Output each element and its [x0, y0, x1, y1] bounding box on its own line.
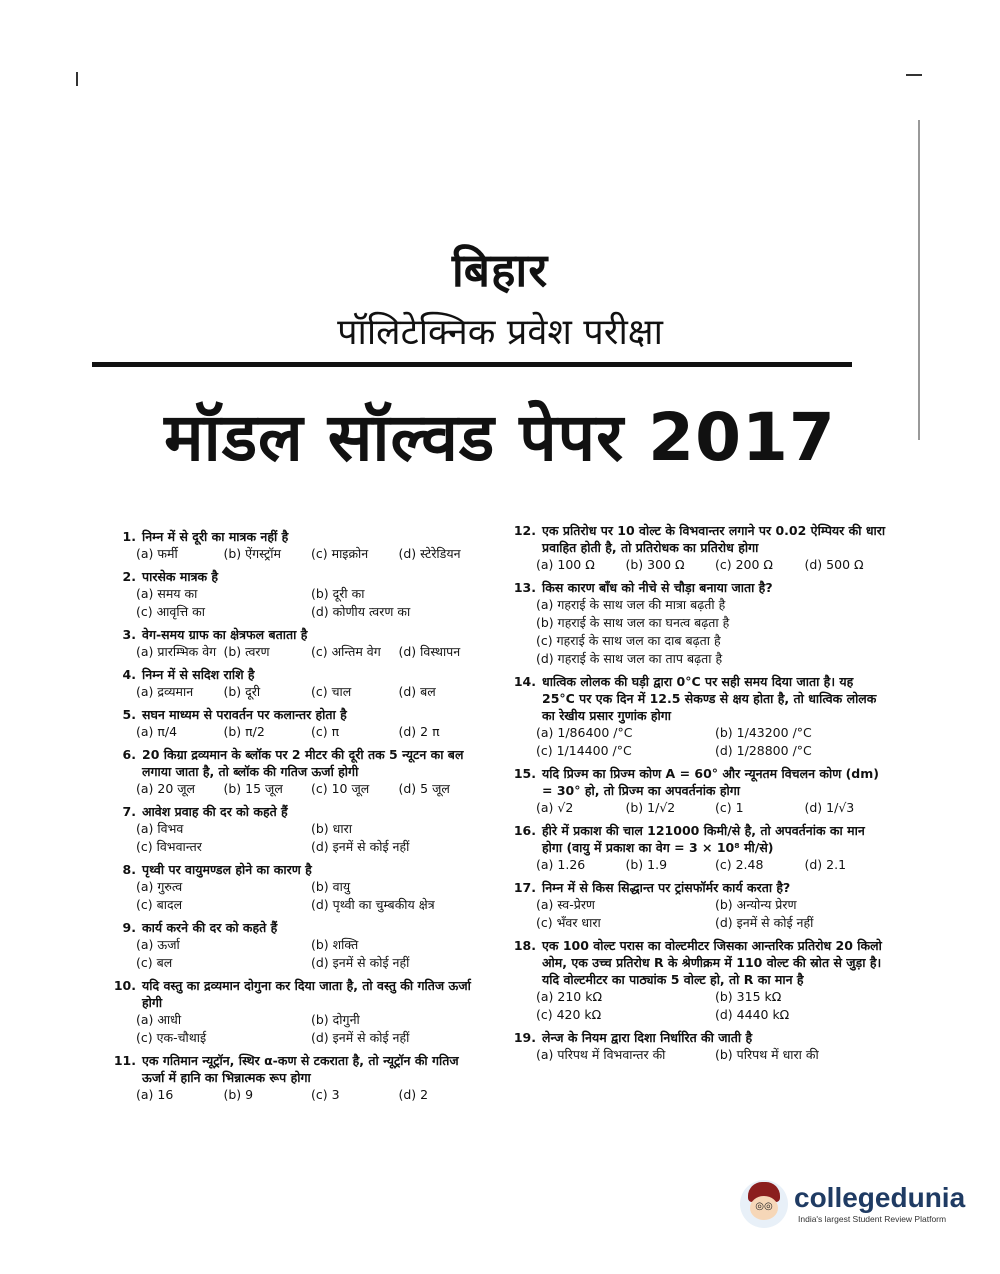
answer-option: (b) अन्योन्य प्रेरण — [715, 897, 797, 912]
answer-option: (d) 4440 kΩ — [715, 1007, 790, 1022]
answer-option: (c) चाल — [311, 684, 352, 699]
answer-option: (a) 20 जूल — [136, 781, 196, 796]
answer-option: (a) प्रारम्भिक वेग — [136, 644, 217, 659]
answer-option: (c) विभवान्तर — [136, 839, 202, 854]
answer-option: (b) दूरी का — [311, 586, 365, 601]
answer-option: (d) 1/√3 — [804, 800, 855, 815]
answer-option: (c) भँवर धारा — [536, 915, 601, 930]
answer-option: (b) 300 Ω — [625, 557, 685, 572]
question-text: एक प्रतिरोध पर 10 वोल्ट के विभवान्तर लगाने पर 0.02 ऐम्पियर की धारा प्रवाहित होती है, तो प्रतिरोधक का प्रतिरोध होगा — [542, 523, 886, 555]
question-item — [108, 803, 480, 855]
question-number: 19. — [513, 1030, 536, 1045]
question-text: यदि वस्तु का द्रव्यमान दोगुना कर दिया जाता है, तो वस्तु की गतिज ऊर्जा होगी — [142, 978, 471, 1010]
question-item — [108, 977, 480, 1046]
answer-option: (b) त्वरण — [223, 644, 270, 659]
question-text: कार्य करने की दर को कहते हैं — [142, 920, 278, 935]
question-number: 8. — [122, 862, 136, 877]
question-item — [108, 746, 480, 797]
answer-option: (b) 1.9 — [625, 857, 668, 872]
answer-option: (a) π/4 — [136, 724, 178, 739]
title-paper: मॉडल सॉल्वड पेपर 2017 — [164, 399, 836, 476]
answer-option: (b) दूरी — [223, 684, 261, 699]
answer-option: (d) 2 π — [398, 724, 440, 739]
question-text: यदि प्रिज्म का प्रिज्म कोण A = 60° और न्यूनतम विचलन कोण (dm) = 30° हो, तो प्रिज्म का अपवर्तनांक होगा — [542, 766, 879, 798]
answer-option: (a) 16 — [136, 1087, 174, 1102]
option-list — [108, 545, 480, 562]
question-item — [108, 1052, 480, 1103]
answer-option: (b) ऐंगस्ट्रॉम — [223, 546, 281, 561]
title-state: बिहार — [451, 243, 549, 297]
question-text: निम्न में से सदिश राशि है — [142, 667, 255, 682]
question-item — [108, 706, 480, 740]
question-text: 20 किग्रा द्रव्यमान के ब्लॉक पर 2 मीटर की दूरी तक 5 न्यूटन का बल लगाया जाता है, तो ब्लॉक की गतिज ऊर्जा होगी — [142, 747, 464, 779]
logo-tagline: India's largest Student Review Platform — [798, 1214, 947, 1224]
option-list — [108, 936, 480, 971]
question-item — [508, 673, 888, 759]
answer-option: (a) आधी — [136, 1012, 182, 1027]
answer-option: (a) विभव — [136, 821, 184, 836]
answer-option: (b) धारा — [311, 821, 352, 836]
answer-option: (a) ऊर्जा — [136, 937, 180, 952]
question-item — [108, 528, 480, 562]
answer-option: (a) √2 — [536, 800, 574, 815]
question-text: किस कारण बाँध को नीचे से चौड़ा बनाया जाता है? — [542, 580, 773, 595]
answer-option: (d) बल — [398, 684, 436, 699]
question-item — [108, 919, 480, 971]
option-list — [108, 878, 480, 913]
answer-option: (d) इनमें से कोई नहीं — [311, 955, 410, 970]
answer-option: (b) 9 — [223, 1087, 254, 1102]
question-item — [508, 937, 888, 1023]
question-item — [508, 579, 888, 667]
answer-option: (c) 10 जूल — [311, 781, 370, 796]
answer-option: (d) इनमें से कोई नहीं — [311, 1030, 410, 1045]
question-text: निम्न में से किस सिद्धान्त पर ट्रांसफॉर्मर कार्य करता है? — [542, 880, 791, 895]
question-item — [108, 666, 480, 700]
option-list — [108, 585, 480, 620]
answer-option: (a) गहराई के साथ जल की मात्रा बढ़ती है — [536, 597, 726, 612]
answer-option: (d) 1/28800 /°C — [715, 743, 812, 758]
question-number: 4. — [122, 667, 136, 682]
question-number: 15. — [513, 766, 536, 781]
answer-option: (c) 2.48 — [715, 857, 764, 872]
question-number: 10. — [113, 978, 136, 993]
answer-option: (c) एक-चौथाई — [136, 1030, 207, 1045]
answer-option: (c) माइक्रोन — [311, 546, 369, 561]
question-text: वेग-समय ग्राफ का क्षेत्रफल बताता है — [142, 627, 308, 642]
question-number: 16. — [513, 823, 536, 838]
answer-option: (b) दोगुनी — [311, 1012, 360, 1027]
question-item — [508, 522, 888, 573]
answer-option: (b) 1/√2 — [625, 800, 676, 815]
question-number: 12. — [513, 523, 536, 538]
title-divider — [92, 362, 852, 367]
option-list — [508, 799, 888, 816]
answer-option: (a) 1/86400 /°C — [536, 725, 633, 740]
scan-mark-top-right — [906, 74, 922, 76]
answer-option: (c) अन्तिम वेग — [311, 644, 381, 659]
option-list — [108, 780, 480, 797]
answer-option: (d) गहराई के साथ जल का ताप बढ़ता है — [536, 651, 723, 666]
option-list — [108, 1011, 480, 1046]
question-number: 2. — [122, 569, 136, 584]
question-text: एक गतिमान न्यूट्रॉन, स्थिर α-कण से टकराता है, तो न्यूट्रॉन की गतिज ऊर्जा में हानि का भिन्नात्मक रूप होगा — [142, 1053, 459, 1085]
answer-option: (b) परिपथ में धारा की — [715, 1047, 819, 1062]
question-text: पृथ्वी पर वायुमण्डल होने का कारण है — [142, 862, 312, 877]
question-number: 1. — [122, 529, 136, 544]
question-text: एक 100 वोल्ट परास का वोल्टमीटर जिसका आन्तरिक प्रतिरोध 20 किलो ओम, एक उच्च प्रतिरोध R के श्रेणीक्रम में 110 वोल्ट की स्रोत से जुड़ा है। यदि वोल्टमीटर का पाठ्यांक 5 वोल्ट हो, तो R का मान है — [542, 938, 882, 987]
answer-option: (c) बल — [136, 955, 173, 970]
answer-option: (d) 500 Ω — [804, 557, 864, 572]
question-item — [108, 568, 480, 620]
answer-option: (c) आवृत्ति का — [136, 604, 206, 619]
answer-option: (c) 3 — [311, 1087, 340, 1102]
option-list — [108, 683, 480, 700]
question-item — [508, 879, 888, 931]
question-number: 11. — [113, 1053, 136, 1068]
answer-option: (d) 2.1 — [804, 857, 847, 872]
option-list — [508, 896, 888, 931]
answer-option: (c) बादल — [136, 897, 183, 912]
answer-option: (d) कोणीय त्वरण का — [311, 604, 411, 619]
answer-option: (a) समय का — [136, 586, 198, 601]
answer-option: (a) फर्मी — [136, 546, 178, 561]
answer-option: (c) 420 kΩ — [536, 1007, 602, 1022]
answer-option: (a) 1.26 — [536, 857, 586, 872]
question-number: 14. — [513, 674, 536, 689]
answer-option: (c) π — [311, 724, 340, 739]
question-number: 9. — [122, 920, 136, 935]
answer-option: (b) वायु — [311, 879, 351, 894]
question-item — [508, 765, 888, 816]
option-list — [108, 643, 480, 660]
question-number: 17. — [513, 880, 536, 895]
answer-option: (b) π/2 — [223, 724, 265, 739]
question-text: धात्विक लोलक की घड़ी द्वारा 0°C पर सही समय दिया जाता है। यह 25°C पर एक दिन में 12.5 सेकण्ड से क्षय होता है, तो धात्विक लोलक का रेखीय प्रसार गुणांक होगा — [542, 674, 877, 723]
question-item — [108, 861, 480, 913]
answer-option: (b) 1/43200 /°C — [715, 725, 812, 740]
answer-option: (c) 1/14400 /°C — [536, 743, 632, 758]
answer-option: (a) द्रव्यमान — [136, 684, 194, 699]
answer-option: (d) पृथ्वी का चुम्बकीय क्षेत्र — [311, 897, 435, 912]
answer-option: (d) 5 जूल — [398, 781, 450, 796]
option-list — [508, 856, 888, 873]
question-number: 5. — [122, 707, 136, 722]
question-text: सघन माध्यम से परावर्तन पर कलान्तर होता है — [142, 707, 347, 722]
answer-option: (b) गहराई के साथ जल का घनत्व बढ़ता है — [536, 615, 730, 630]
question-text: हीरे में प्रकाश की चाल 121000 किमी/से है, तो अपवर्तनांक का मान होगा (वायु में प्रकाश का वेग = 3 × 10⁸ मी/से) — [542, 823, 865, 855]
question-number: 13. — [513, 580, 536, 595]
option-list — [108, 723, 480, 740]
answer-option: (d) स्टेरेडियन — [398, 546, 461, 561]
option-list — [508, 988, 888, 1023]
option-list — [508, 596, 888, 667]
answer-option: (a) गुरुत्व — [136, 879, 183, 894]
answer-option: (d) 2 — [398, 1087, 429, 1102]
question-number: 6. — [122, 747, 136, 762]
answer-option: (c) गहराई के साथ जल का दाब बढ़ता है — [536, 633, 721, 648]
question-number: 7. — [122, 804, 136, 819]
answer-option: (a) परिपथ में विभवान्तर की — [536, 1047, 666, 1062]
logo-icon: ◎◎ — [740, 1180, 788, 1228]
answer-option: (c) 200 Ω — [715, 557, 773, 572]
answer-option: (a) 210 kΩ — [536, 989, 603, 1004]
answer-option: (a) 100 Ω — [536, 557, 595, 572]
question-text: लेन्ज के नियम द्वारा दिशा निर्धारित की जाती है — [542, 1030, 753, 1045]
question-item — [508, 1029, 888, 1063]
option-list — [508, 1046, 888, 1063]
question-item — [508, 822, 888, 873]
answer-option: (d) इनमें से कोई नहीं — [311, 839, 410, 854]
question-text: आवेश प्रवाह की दर को कहते हैं — [142, 804, 288, 819]
collegedunia-watermark — [740, 1180, 970, 1230]
title-exam: पॉलिटेक्निक प्रवेश परीक्षा — [337, 312, 663, 353]
question-item — [108, 626, 480, 660]
answer-option: (b) शक्ति — [311, 937, 359, 952]
question-number: 3. — [122, 627, 136, 642]
question-text: पारसेक मात्रक है — [142, 569, 219, 584]
scan-mark-top-left — [76, 72, 78, 86]
answer-option: (b) 15 जूल — [223, 781, 283, 796]
questions-column-left — [108, 528, 480, 1109]
option-list — [508, 724, 888, 759]
option-list — [508, 556, 888, 573]
answer-option: (c) 1 — [715, 800, 744, 815]
question-number: 18. — [513, 938, 536, 953]
answer-option: (b) 315 kΩ — [715, 989, 782, 1004]
questions-column-right — [508, 522, 888, 1069]
answer-option: (d) विस्थापन — [398, 644, 461, 659]
answer-option: (a) स्व-प्रेरण — [536, 897, 595, 912]
option-list — [108, 1086, 480, 1103]
question-text: निम्न में से दूरी का मात्रक नहीं है — [142, 529, 289, 544]
answer-option: (d) इनमें से कोई नहीं — [715, 915, 814, 930]
logo-brand: collegedunia — [794, 1182, 966, 1213]
option-list — [108, 820, 480, 855]
